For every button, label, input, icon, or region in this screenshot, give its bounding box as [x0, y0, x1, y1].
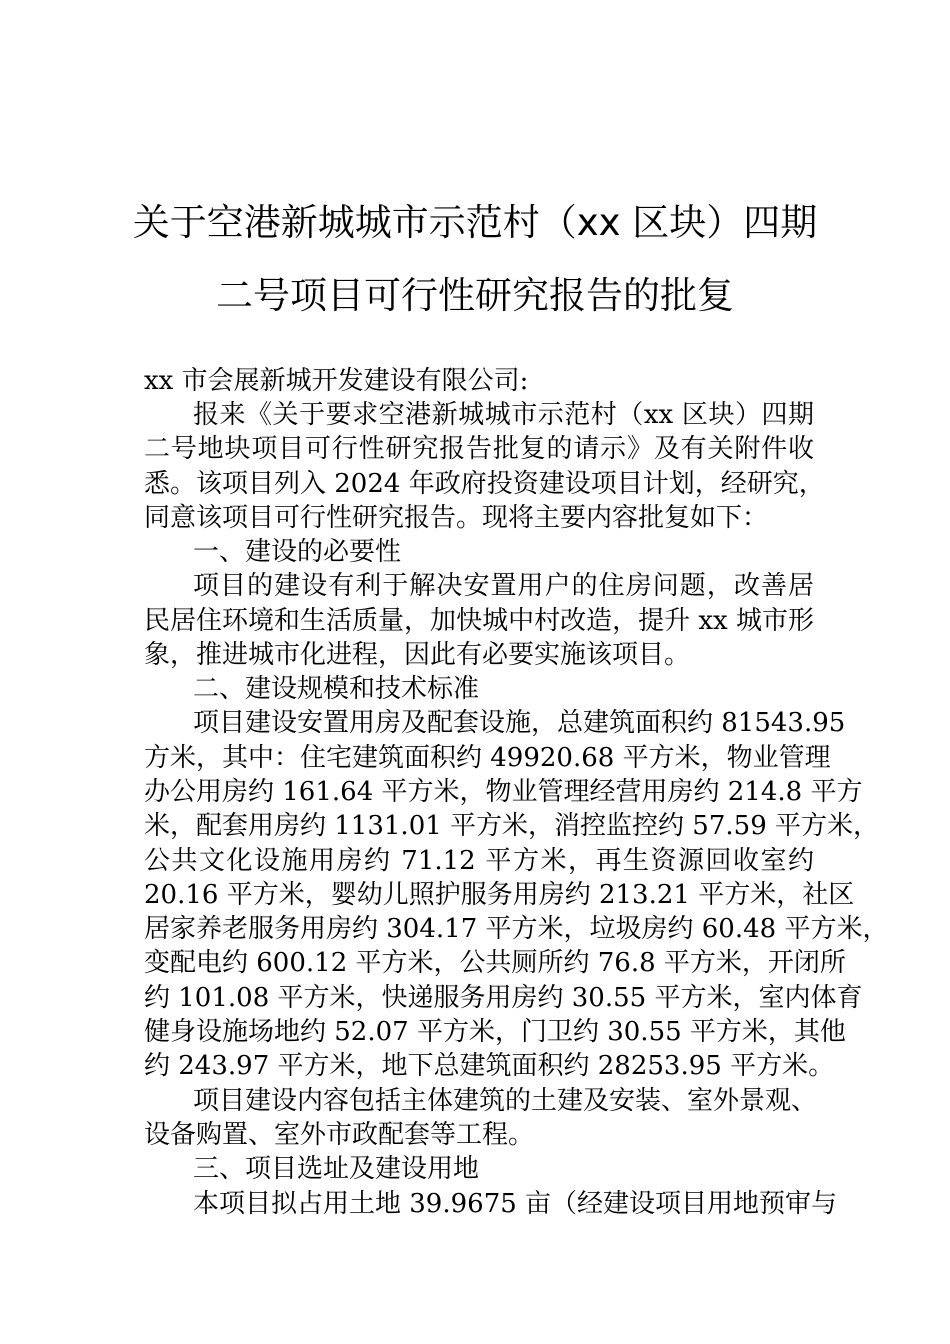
paragraph-line: 公共文化设施用房约 71.12 平方米，再生资源回收室约: [144, 846, 814, 876]
paragraph-line: 象，推进城市化进程，因此有必要实施该项目。: [144, 640, 691, 670]
paragraph-line: 变配电约 600.12 平方米，公共厕所约 76.8 平方米，开闭所: [144, 948, 846, 978]
paragraph-line: 本项目拟占用土地 39.9675 亩（经建设项目用地预审与: [193, 1189, 838, 1219]
addressee: xx 市会展新城开发建设有限公司:: [144, 366, 529, 396]
paragraph-line: 项目的建设有利于解决安置用户的住房问题，改善居: [193, 571, 814, 601]
section-heading-2: 二、建设规模和技术标准: [193, 674, 480, 704]
paragraph-line: 项目建设内容包括主体建筑的土建及安装、室外景观、: [193, 1086, 818, 1116]
paragraph-line: 报来《关于要求空港新城城市示范村（xx 区块）四期: [193, 400, 814, 430]
document-title-line-2: 二号项目可行性研究报告的批复: [216, 274, 734, 317]
paragraph-line: 约 101.08 平方米，快递服务用房约 30.55 平方米，室内体育: [144, 983, 863, 1013]
paragraph-line: 米，配套用房约 1131.01 平方米，消控监控约 57.59 平方米，: [144, 811, 880, 841]
section-heading-1: 一、建设的必要性: [193, 537, 402, 567]
document-title-line-1: 关于空港新城城市示范村（xx 区块）四期: [132, 201, 818, 244]
paragraph-line: 健身设施场地约 52.07 平方米，门卫约 30.55 平方米，其他: [144, 1017, 846, 1047]
paragraph-line: 办公用房约 161.64 平方米，物业管理经营用房约 214.8 平方: [144, 777, 863, 807]
paragraph-line: 方米，其中：住宅建筑面积约 49920.68 平方米，物业管理: [144, 743, 831, 773]
paragraph-line: 20.16 平方米，婴幼儿照护服务用房约 213.21 平方米，社区: [144, 880, 855, 910]
paragraph-line: 设备购置、室外市政配套等工程。: [144, 1120, 535, 1150]
paragraph-line: 同意该项目可行性研究报告。现将主要内容批复如下：: [144, 503, 769, 533]
paragraph-line: 二号地块项目可行性研究报告批复的请示》及有关附件收: [144, 434, 814, 464]
paragraph-line: 悉。该项目列入 2024 年政府投资建设项目计划，经研究，: [144, 469, 825, 499]
section-heading-3: 三、项目选址及建设用地: [193, 1154, 480, 1184]
paragraph-line: 民居住环境和生活质量，加快城中村改造，提升 xx 城市形: [144, 606, 814, 636]
paragraph-line: 居家养老服务用房约 304.17 平方米，垃圾房约 60.48 平方米，: [144, 914, 889, 944]
paragraph-line: 项目建设安置用房及配套设施，总建筑面积约 81543.95: [193, 708, 846, 738]
paragraph-line: 约 243.97 平方米，地下总建筑面积约 28253.95 平方米。: [144, 1051, 835, 1081]
